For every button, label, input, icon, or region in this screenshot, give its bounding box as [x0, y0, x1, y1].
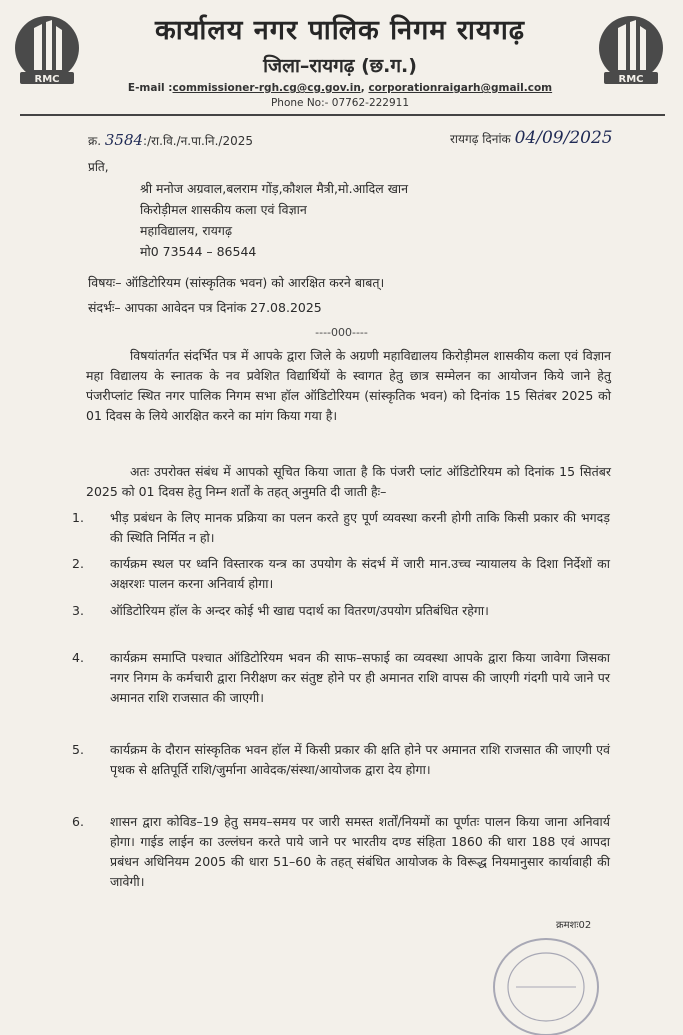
- body-paragraph: अतः उपरोक्त संबंध में आपको सूचित किया जाता है कि पंजरी प्लांट ऑडिटोरियम को दिनांक 15 सितंबर 2025 को 01 दिवस हेतु निम्न शर्तों के तहत् अनुमति दी जाती हैः–: [86, 464, 611, 499]
- subject-line: विषयः– ऑडिटोरियम (सांस्कृतिक भवन) को आरक्षित करने बाबत्।: [88, 275, 385, 290]
- date-label: रायगढ़ दिनांक: [450, 132, 511, 146]
- condition-text: कार्यक्रम के दौरान सांस्कृतिक भवन हॉल में किसी प्रकार की क्षति होने पर अमानत राशि राजसात की जाएगी एवं पृथक से क्षतिपूर्ति राशि/जुर्माना आवेदक/संस्था/आयोजक द्वारा देय होगा।: [110, 742, 610, 777]
- body-paragraph: विषयांतर्गत संदर्भित पत्र में आपके द्वारा जिले के अग्रणी महाविद्यालय किरोड़ीमल शासकीय कला एवं विज्ञान महा विद्यालय के स्नातक के नव प्रवेशित विद्यार्थियों के स्वागत हेतु छात्र सम्मेलन का आयोजन किये जाने हेतु पंजरीप्लांट स्थित नगर पालिक निगम सभा हॉल ऑडिटोरियम (सांस्कृतिक भवन) को दिनांक 15 सितंबर 2025 को 01 दिवस के लिये आरक्षित करने का मांग किया गया है।: [86, 348, 611, 423]
- office-seal-stamp-icon: [486, 925, 606, 1035]
- continued-marker: क्रमशः02: [556, 920, 592, 931]
- letterhead-email: [110, 82, 570, 94]
- ref-prefix: क्र.: [88, 134, 102, 148]
- section-separator: ----000----: [315, 326, 368, 339]
- recipient-line: किरोड़ीमल शासकीय कला एवं विज्ञान: [140, 202, 307, 217]
- condition-text: शासन द्वारा कोविड–19 हेतु समय–समय पर जारी समस्त शर्तों/नियमों का पूर्णतः पालन किया जाना अनिवार्य होगा। गाईड लाईन का उल्लंघन करते पाये जाने पर भारतीय दण्ड संहिता 1860 की धारा 188 एवं आपदा प्रबंधन अधिनियम 2005 की धारा 51–60 के तहत् संबंधित आयोजक के विरूद्ध नियमानुसार कार्यावाही की जावेगी।: [110, 814, 610, 889]
- date-handwritten: 04/09/2025: [514, 128, 613, 148]
- letterhead-district: जिला–रायगढ़ (छ.ग.): [263, 55, 417, 77]
- svg-text:RMC: RMC: [34, 74, 60, 85]
- recipient-line: महाविद्यालय, रायगढ़: [140, 223, 232, 238]
- condition-text: कार्यक्रम समाप्ति पश्चात ऑडिटोरियम भवन की साफ–सफाई का व्यवस्था आपके द्वारा किया जावेगा जिसका नगर निगम के कर्मचारी द्वारा निरीक्षण कर संतुष्ट होने पर ही अमानत राशि वापस की जाएगी गंदगी पाये जाने पर अमानत राशि राजसात की जाएगी।: [110, 650, 610, 705]
- condition-number: 5.: [72, 742, 84, 757]
- condition-number: 6.: [72, 814, 84, 829]
- letterhead-title: कार्यालय नगर पालिक निगम रायगढ़: [155, 15, 525, 46]
- ref-suffix: :/रा.वि./न.पा.नि./2025: [143, 134, 253, 148]
- email-separator: ,: [360, 82, 369, 94]
- reference-line: संदर्भः– आपका आवेदन पत्र दिनांक 27.08.2025: [88, 300, 322, 315]
- rmc-logo-icon: [596, 14, 666, 94]
- svg-text:RMC: RMC: [618, 74, 644, 85]
- condition-text: ऑडिटोरियम हॉल के अन्दर कोई भी खाद्य पदार्थ का वितरण/उपयोग प्रतिबंधित रहेगा।: [110, 603, 489, 618]
- email-link-1[interactable]: commissioner-rgh.cg@cg.gov.in: [172, 82, 361, 94]
- letterhead-divider: [20, 114, 665, 116]
- ref-number-handwritten: 3584: [104, 131, 144, 149]
- reference-number: [88, 131, 253, 149]
- recipient-line: मो0 73544 – 86544: [140, 244, 257, 259]
- condition-number: 1.: [72, 510, 84, 525]
- prati-label: प्रति,: [88, 160, 109, 174]
- email-label: E-mail :: [127, 82, 173, 94]
- condition-number: 3.: [72, 603, 84, 618]
- condition-text: कार्यक्रम स्थल पर ध्वनि विस्तारक यन्त्र का उपयोग के संदर्भ में जारी मान.उच्च न्यायालय के दिशा निर्देशों का अक्षरशः पालन करना अनिवार्य होगा।: [110, 556, 610, 591]
- letterhead-phone: Phone No:- 07762-222911: [270, 97, 410, 109]
- condition-text: भीड़ प्रबंधन के लिए मानक प्रक्रिया का पलन करते हुए पूर्ण व्यवस्था करनी होगी ताकि किसी प्रकार की भगदड़ की स्थिति निर्मित न हो।: [110, 510, 610, 545]
- condition-number: 4.: [72, 650, 84, 665]
- condition-number: 2.: [72, 556, 84, 571]
- email-link-2[interactable]: corporationraigarh@gmail.com: [368, 82, 553, 94]
- rmc-logo-icon: [12, 14, 82, 94]
- recipient-line: श्री मनोज अग्रवाल,बलराम गोंड़,कौशल मैत्री,मो.आदिल खान: [140, 181, 409, 196]
- letter-date: [450, 128, 613, 148]
